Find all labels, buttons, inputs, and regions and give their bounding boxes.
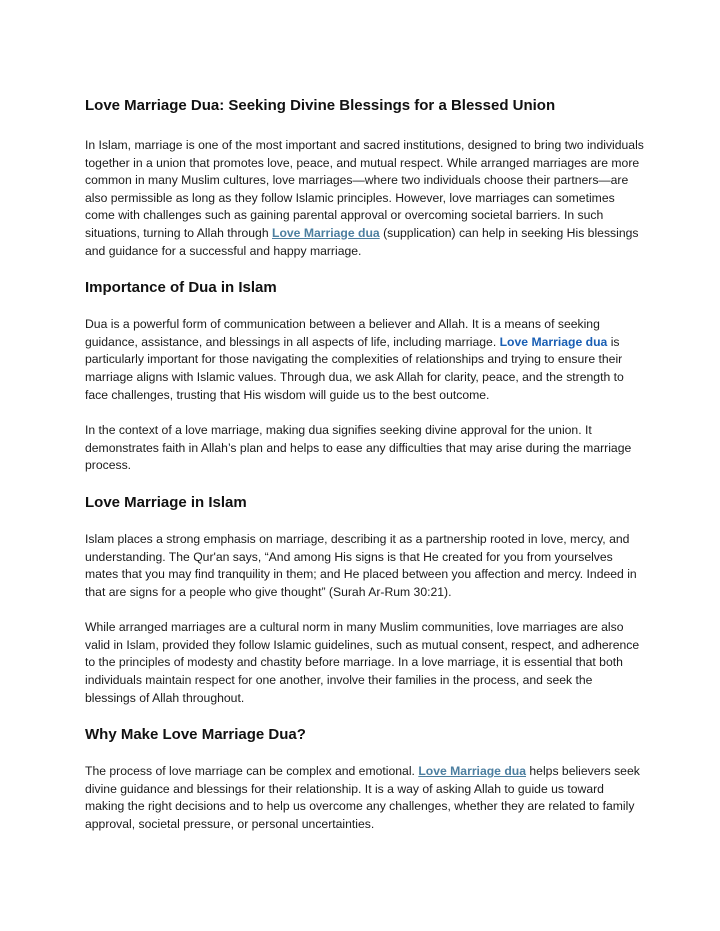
importance-text-before: Dua is a powerful form of communication between a believer and Allah. It is a means of seeking guidance, assistance, and blessings in all aspects of life, including marriage. [85,317,600,349]
document-title: Love Marriage Dua: Seeking Divine Blessings for a Blessed Union [85,97,556,114]
importance-paragraph-1 [85,316,645,404]
why-text-before: The process of love marriage can be complex and emotional. [85,764,419,779]
importance-text-after: is particularly important for those navigating the complexities of relationships and trying to ensure their marriage aligns with Islamic values. Through dua, we ask Allah for clarity, peace, and the strength to face challenges, trusting that His wisdom will guide us to the best outcome. [85,334,624,402]
importance-paragraph-2: In the context of a love marriage, making dua signifies seeking divine approval for the union. It demonstrates faith in Allah’s plan and helps to ease any difficulties that may arise during the marriage process. [85,423,632,473]
section-heading-love-marriage: Love Marriage in Islam [85,493,247,511]
section-heading-why: Why Make Love Marriage Dua? [85,726,306,744]
love-marriage-dua-link[interactable]: Love Marriage dua [272,225,380,240]
love-marriage-dua-link[interactable]: Love Marriage dua [499,334,608,349]
intro-text-after: (supplication) can help in seeking His blessings and guidance for a successful and happy marriage. [85,225,639,258]
intro-paragraph [85,137,645,260]
love-marriage-paragraph-2: While arranged marriages are a cultural norm in many Muslim communities, love marriages are also valid in Islam, provided they follow Islamic guidelines, such as mutual consent, respect, and adherence to the principles of modesty and chastity before marriage. In a love marriage, it is essential that both individuals maintain respect for one another, involve their families in the process, and seek the blessings of Allah throughout. [85,620,640,705]
intro-text-before: In Islam, marriage is one of the most important and sacred institutions, designed to bring two individuals together in a union that promotes love, peace, and mutual respect. While arranged marriages are more common in many Muslim cultures, love marriages—where two individuals choose their partners—are also permissible as long as they follow Islamic principles. However, love marriages can sometimes come with challenges such as gaining parental approval or overcoming societal barriers. In such situations, turning to Allah through [85,138,644,240]
love-marriage-paragraph-1: Islam places a strong emphasis on marriage, describing it as a partnership rooted in love, mercy, and understanding. The Qur'an says, “And among His signs is that He created for you from yourselves mates that you may find tranquility in them; and He placed between you affection and mercy. Indeed in that are signs for a people who give thought” (Surah Ar-Rum 30:21). [85,531,637,599]
section-heading-importance: Importance of Dua in Islam [85,279,277,297]
why-text-after: helps believers seek divine guidance and blessings for their relationship. It is a way of asking Allah to guide us toward making the right decisions and to help us overcome any challenges, whether they are related to family approval, societal pressure, or personal uncertainties. [85,764,640,832]
document-content [85,96,645,852]
love-marriage-dua-link[interactable]: Love Marriage dua [418,764,527,779]
why-paragraph [85,763,645,833]
